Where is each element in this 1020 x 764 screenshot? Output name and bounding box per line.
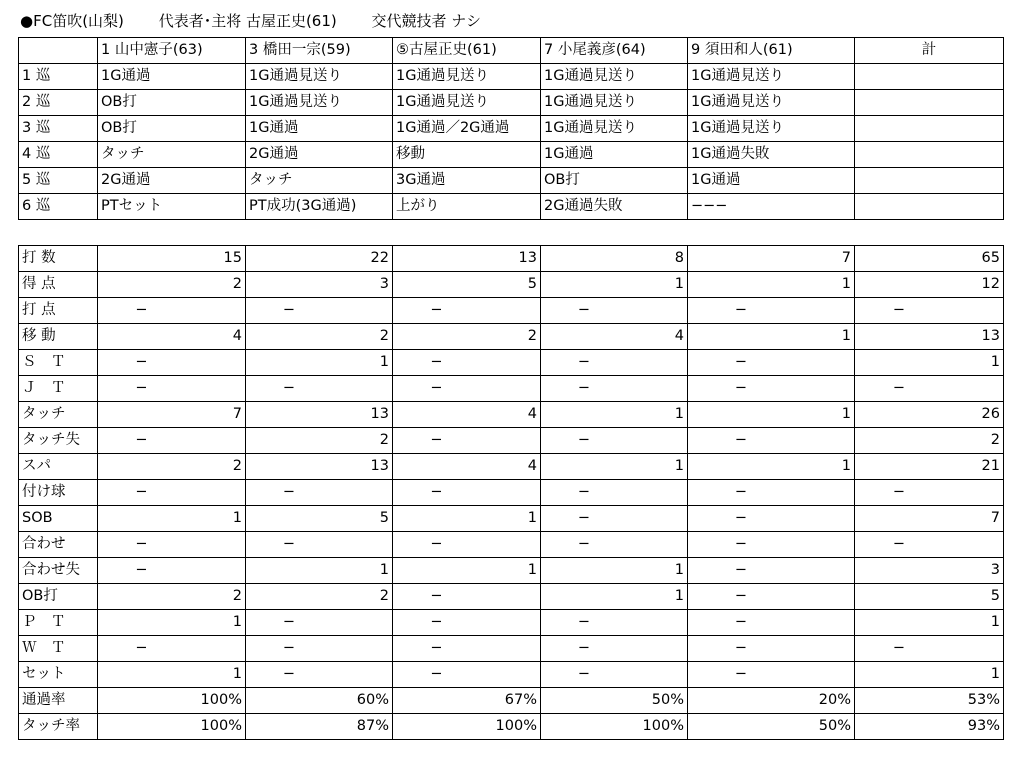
stat-cell: 4 [541, 324, 688, 350]
total-header: 計 [855, 38, 1004, 64]
stat-cell: 1 [246, 350, 393, 376]
stat-cell [688, 610, 855, 636]
round-row [19, 194, 1004, 220]
stat-cell: 2 [246, 584, 393, 610]
stat-cell: 100% [393, 714, 541, 740]
round-cell: 1G通過見送り [246, 64, 393, 90]
round-cell: 1G通過失敗 [688, 142, 855, 168]
stat-row [19, 584, 1004, 610]
stat-value: − [577, 484, 591, 500]
stat-value: − [430, 640, 443, 656]
stat-value: − [734, 484, 748, 500]
stat-row [19, 662, 1004, 688]
stat-row [19, 298, 1004, 324]
stat-cell [393, 350, 541, 376]
stat-cell: 7 [855, 506, 1004, 532]
stat-cell [541, 532, 688, 558]
stat-cell [246, 662, 393, 688]
round-cell: 1G通過見送り [541, 90, 688, 116]
stat-cell: 53% [855, 688, 1004, 714]
stat-cell [688, 298, 855, 324]
round-cell: PT成功(3G通過) [246, 194, 393, 220]
stat-cell [688, 506, 855, 532]
stat-cell: 1 [541, 454, 688, 480]
stat-label: SOB [19, 506, 98, 532]
stat-label: タッチ率 [19, 714, 98, 740]
stat-value: − [577, 536, 591, 552]
stat-cell [541, 636, 688, 662]
stat-row [19, 506, 1004, 532]
stat-value: − [135, 354, 148, 370]
stat-cell: 100% [98, 688, 246, 714]
stat-cell: 100% [541, 714, 688, 740]
round-cell: 1G通過 [688, 168, 855, 194]
stat-cell [855, 298, 1004, 324]
stat-cell: 1 [393, 558, 541, 584]
stat-cell: 2 [393, 324, 541, 350]
stat-value: − [135, 484, 148, 500]
round-cell: 1G通過見送り [541, 116, 688, 142]
captain-info: 代表者･主将 古屋正史(61) [158, 12, 337, 30]
stat-cell [98, 376, 246, 402]
stat-cell: 13 [246, 402, 393, 428]
stat-label: 通過率 [19, 688, 98, 714]
stat-cell: 2 [246, 324, 393, 350]
stat-cell: 4 [393, 454, 541, 480]
stat-label: Ｊ Ｔ [19, 376, 98, 402]
stat-cell [98, 558, 246, 584]
round-row [19, 64, 1004, 90]
stat-cell [98, 428, 246, 454]
stat-cell [541, 376, 688, 402]
stat-cell [393, 298, 541, 324]
stat-cell: 3 [855, 558, 1004, 584]
stat-value: − [577, 640, 591, 656]
round-row [19, 90, 1004, 116]
stat-cell [98, 480, 246, 506]
stat-value: − [734, 302, 748, 318]
round-cell: 1G通過見送り [688, 116, 855, 142]
round-cell: 2G通過 [98, 168, 246, 194]
stat-cell [688, 480, 855, 506]
stat-cell: 1 [541, 558, 688, 584]
stat-value: − [734, 562, 748, 578]
round-cell: タッチ [246, 168, 393, 194]
round-cell: OB打 [98, 90, 246, 116]
stat-row [19, 454, 1004, 480]
round-total-cell [855, 90, 1004, 116]
stat-value: − [430, 484, 443, 500]
stat-cell: 13 [855, 324, 1004, 350]
stat-row [19, 480, 1004, 506]
stat-value: − [734, 432, 748, 448]
stat-label: タッチ失 [19, 428, 98, 454]
stat-cell [393, 584, 541, 610]
corner-cell [19, 38, 98, 64]
round-total-cell [855, 142, 1004, 168]
round-cell: OB打 [541, 168, 688, 194]
stat-value: − [892, 380, 906, 396]
stat-cell [541, 298, 688, 324]
round-row [19, 142, 1004, 168]
stat-cell: 1 [688, 454, 855, 480]
stat-value: − [430, 588, 443, 604]
stat-label: 合わせ [19, 532, 98, 558]
stat-cell [393, 662, 541, 688]
team-name: ●FC笛吹(山梨) [20, 12, 124, 30]
stat-cell: 50% [541, 688, 688, 714]
round-cell: −−− [688, 194, 855, 220]
stat-cell [541, 662, 688, 688]
stat-value: − [734, 640, 748, 656]
stat-row [19, 532, 1004, 558]
substitute-info: 交代競技者 ナシ [371, 12, 482, 30]
stat-cell [246, 636, 393, 662]
stat-value: − [135, 302, 148, 318]
stat-cell [393, 532, 541, 558]
stat-cell: 87% [246, 714, 393, 740]
stat-cell: 5 [246, 506, 393, 532]
stat-cell [246, 610, 393, 636]
stat-value: − [430, 666, 443, 682]
round-cell: OB打 [98, 116, 246, 142]
stat-value: − [577, 614, 591, 630]
stat-cell: 13 [246, 454, 393, 480]
round-cell: タッチ [98, 142, 246, 168]
stat-cell: 21 [855, 454, 1004, 480]
round-cell: 3G通過 [393, 168, 541, 194]
player-name: 9 須田和人(61) [688, 38, 855, 64]
stat-value: − [282, 666, 296, 682]
stat-cell: 1 [246, 558, 393, 584]
stat-cell [98, 532, 246, 558]
stat-cell [246, 532, 393, 558]
stat-value: − [577, 510, 591, 526]
stat-cell [688, 662, 855, 688]
stat-cell [855, 480, 1004, 506]
round-total-cell [855, 194, 1004, 220]
stat-value: − [135, 380, 148, 396]
stat-label: タッチ [19, 402, 98, 428]
stat-label: 合わせ失 [19, 558, 98, 584]
stat-cell [688, 636, 855, 662]
stat-value: − [282, 302, 296, 318]
stat-cell [246, 376, 393, 402]
stat-cell: 100% [98, 714, 246, 740]
stat-row [19, 428, 1004, 454]
stat-cell: 4 [393, 402, 541, 428]
stat-value: − [135, 432, 148, 448]
stat-cell [855, 376, 1004, 402]
round-total-cell [855, 168, 1004, 194]
stat-cell [393, 480, 541, 506]
round-total-cell [855, 64, 1004, 90]
stat-cell [855, 532, 1004, 558]
stat-cell: 1 [393, 506, 541, 532]
stat-label: 移 動 [19, 324, 98, 350]
round-cell: PTセット [98, 194, 246, 220]
stat-cell: 15 [98, 246, 246, 272]
stat-cell: 1 [98, 506, 246, 532]
stat-cell: 1 [541, 402, 688, 428]
stat-cell: 1 [855, 610, 1004, 636]
stat-cell: 20% [688, 688, 855, 714]
round-label: 5 巡 [19, 168, 98, 194]
stat-value: − [282, 484, 296, 500]
stat-cell [246, 298, 393, 324]
stat-cell [541, 350, 688, 376]
stat-cell: 1 [541, 272, 688, 298]
player-name: 1 山中憲子(63) [98, 38, 246, 64]
stat-cell: 1 [688, 402, 855, 428]
stat-label: OB打 [19, 584, 98, 610]
stat-cell [98, 636, 246, 662]
stat-cell: 2 [246, 428, 393, 454]
stat-value: − [282, 380, 296, 396]
stat-cell [855, 636, 1004, 662]
round-cell: 1G通過 [98, 64, 246, 90]
stat-cell: 5 [855, 584, 1004, 610]
stat-row [19, 246, 1004, 272]
stat-cell: 1 [688, 324, 855, 350]
stat-label: Ｓ Ｔ [19, 350, 98, 376]
round-cell: 1G通過見送り [393, 64, 541, 90]
stat-cell [246, 480, 393, 506]
stat-value: − [734, 536, 748, 552]
stat-cell: 1 [541, 584, 688, 610]
stat-cell: 2 [855, 428, 1004, 454]
round-row [19, 168, 1004, 194]
round-cell: 1G通過見送り [541, 64, 688, 90]
stat-cell [393, 428, 541, 454]
stat-label: Ｐ Ｔ [19, 610, 98, 636]
stat-value: − [282, 614, 296, 630]
round-cell: 1G通過 [246, 116, 393, 142]
stat-label: 打 点 [19, 298, 98, 324]
round-cell: 1G通過見送り [393, 90, 541, 116]
stat-cell [688, 558, 855, 584]
round-label: 6 巡 [19, 194, 98, 220]
round-cell: 1G通過見送り [688, 90, 855, 116]
stat-value: − [734, 588, 748, 604]
stat-value: − [282, 640, 296, 656]
stat-value: − [577, 380, 591, 396]
stat-row [19, 610, 1004, 636]
stat-cell: 2 [98, 454, 246, 480]
stat-cell: 65 [855, 246, 1004, 272]
stat-value: − [430, 302, 443, 318]
stat-value: − [430, 536, 443, 552]
stat-cell: 60% [246, 688, 393, 714]
stat-value: − [734, 614, 748, 630]
round-cell: 上がり [393, 194, 541, 220]
stat-cell [541, 610, 688, 636]
stat-cell: 1 [855, 350, 1004, 376]
round-cell: 2G通過失敗 [541, 194, 688, 220]
stat-cell [688, 532, 855, 558]
player-name: 7 小尾義彦(64) [541, 38, 688, 64]
stat-row [19, 714, 1004, 740]
stat-cell [688, 376, 855, 402]
stat-row [19, 402, 1004, 428]
stat-cell: 8 [541, 246, 688, 272]
stat-value: − [135, 640, 148, 656]
stat-value: − [892, 484, 906, 500]
stat-row [19, 376, 1004, 402]
round-total-cell [855, 116, 1004, 142]
stat-value: − [577, 666, 591, 682]
stat-cell [541, 480, 688, 506]
round-label: 1 巡 [19, 64, 98, 90]
stat-cell [688, 428, 855, 454]
stat-value: − [577, 354, 591, 370]
stat-value: − [734, 354, 748, 370]
stat-row [19, 272, 1004, 298]
round-cell: 1G通過見送り [688, 64, 855, 90]
stat-value: − [892, 302, 906, 318]
stat-value: − [430, 354, 443, 370]
stat-value: − [430, 614, 443, 630]
stat-value: − [892, 640, 906, 656]
stat-value: − [135, 536, 148, 552]
stat-cell: 12 [855, 272, 1004, 298]
stat-label: 付け球 [19, 480, 98, 506]
stat-label: 打 数 [19, 246, 98, 272]
stat-value: − [430, 432, 443, 448]
stat-cell: 1 [855, 662, 1004, 688]
round-row [19, 116, 1004, 142]
stat-value: − [282, 536, 296, 552]
stat-cell [393, 636, 541, 662]
stat-value: − [734, 380, 748, 396]
stat-cell: 93% [855, 714, 1004, 740]
stat-cell: 2 [98, 584, 246, 610]
stat-cell: 2 [98, 272, 246, 298]
stat-cell [688, 584, 855, 610]
stat-cell [393, 376, 541, 402]
stat-cell [541, 428, 688, 454]
stat-cell: 67% [393, 688, 541, 714]
stat-cell: 4 [98, 324, 246, 350]
player-name: 3 橋田一宗(59) [246, 38, 393, 64]
stat-cell: 13 [393, 246, 541, 272]
stat-cell [393, 610, 541, 636]
stat-cell: 26 [855, 402, 1004, 428]
rounds-table [18, 37, 1004, 220]
stat-cell: 1 [688, 272, 855, 298]
round-cell: 1G通過 [541, 142, 688, 168]
stat-label: Ｗ Ｔ [19, 636, 98, 662]
stat-cell: 1 [98, 662, 246, 688]
round-label: 2 巡 [19, 90, 98, 116]
header [20, 10, 511, 32]
stat-value: − [430, 380, 443, 396]
stat-cell [98, 298, 246, 324]
stat-cell: 50% [688, 714, 855, 740]
stat-cell: 7 [688, 246, 855, 272]
stat-value: − [892, 536, 906, 552]
stat-label: スパ [19, 454, 98, 480]
stats-table [18, 245, 1004, 740]
stat-row [19, 324, 1004, 350]
player-name: ⑤古屋正史(61) [393, 38, 541, 64]
stat-cell: 22 [246, 246, 393, 272]
stat-value: − [734, 510, 748, 526]
stat-value: − [734, 666, 748, 682]
round-cell: 2G通過 [246, 142, 393, 168]
stat-cell [688, 350, 855, 376]
stat-value: − [577, 432, 591, 448]
stat-row [19, 558, 1004, 584]
stat-cell [98, 350, 246, 376]
round-label: 3 巡 [19, 116, 98, 142]
stat-label: 得 点 [19, 272, 98, 298]
stat-cell: 7 [98, 402, 246, 428]
stat-cell: 3 [246, 272, 393, 298]
round-label: 4 巡 [19, 142, 98, 168]
stat-cell [541, 506, 688, 532]
stat-value: − [135, 562, 148, 578]
stat-value: − [577, 302, 591, 318]
stat-row [19, 350, 1004, 376]
round-cell: 1G通過見送り [246, 90, 393, 116]
round-cell: 1G通過／2G通過 [393, 116, 541, 142]
stat-cell: 1 [98, 610, 246, 636]
stat-row [19, 636, 1004, 662]
rounds-header-row [19, 38, 1004, 64]
stat-cell: 5 [393, 272, 541, 298]
stat-row [19, 688, 1004, 714]
stat-label: セット [19, 662, 98, 688]
round-cell: 移動 [393, 142, 541, 168]
